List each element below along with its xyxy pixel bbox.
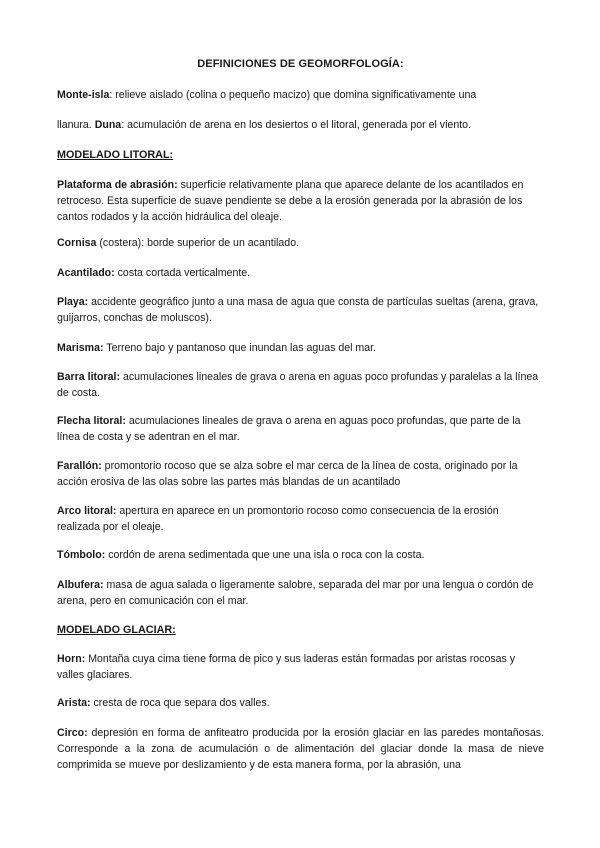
definition-text: apertura en aparece en un promontorio rocoso como consecuencia de la erosión realizada por el oleaje. [57,505,499,533]
term: Arco litoral: [57,505,117,517]
definition-arista [57,695,544,711]
term: Tómbolo: [57,549,106,561]
term: Farallón: [57,460,102,472]
definition-text: depresión en forma de anfiteatro producida por la erosión glaciar en las paredes montañosas. Corresponde a la zona de acumulación o de alimentación del glaciar donde la masa de nieve comprimida se mueve por deslizamiento y de esta manera forma, por la abrasión, una [57,727,544,771]
definition-text: (costera): borde superior de un acantilado. [96,237,300,249]
definition-playa [57,294,544,326]
definition-text: masa de agua salada o ligeramente salobre, separada del mar por una lengua o cordón de arena, pero en comunicación con el mar. [57,579,534,607]
definition-prefix: llanura. [57,119,95,131]
definition-text: superficie relativamente plana que aparece delante de los acantilados en retroceso. Esta superficie de suave pendiente se debe a la erosión generada por la abrasión de los cantos rodados y la acción hidráulica del oleaje. [57,179,524,223]
definition-marisma [57,340,544,356]
section-heading-litoral: MODELADO LITORAL: [57,149,174,161]
term: Acantilado: [57,267,115,279]
definition-text: Montaña cuya cima tiene forma de pico y sus laderas están formadas por aristas rocosas y valles glaciares. [57,653,516,681]
term: Marisma: [57,342,104,354]
definition-text: acumulaciones lineales de grava o arena en aguas poco profundas, que parte de la línea de costa y se adentran en el mar. [57,415,521,443]
term: Arista: [57,697,91,709]
definition-text: cordón de arena sedimentada que une una isla o roca con la costa. [105,549,425,561]
definition-text: promontorio rocoso que se alza sobre el mar cerca de la línea de costa, originado por la acción erosiva de las olas sobre las partes más blandas de un acantilado [57,460,518,488]
term: Monte-isla [57,89,110,101]
definition-horn [57,651,544,683]
term: Playa: [57,296,89,308]
term: Duna [94,119,122,131]
page-title: DEFINICIONES DE GEOMORFOLOGÍA: [197,58,404,70]
definition-text: acumulaciones lineales de grava o arena en aguas poco profundas y paralelas a la línea de costa. [57,371,539,399]
definition-text: costa cortada verticalmente. [114,267,251,279]
definition-flecha-litoral [57,413,544,445]
definition-text: accidente geográfico junto a una masa de agua que consta de partículas sueltas (arena, grava, guijarros, conchas de moluscos). [57,296,539,324]
term: Barra litoral: [57,371,120,383]
definition-text: Terreno bajo y pantanoso que inundan las aguas del mar. [103,342,377,354]
term: Flecha litoral: [57,415,126,427]
definition-arco-litoral [57,503,544,535]
definition-circo [57,725,544,773]
term: Plataforma de abrasión: [57,179,178,191]
term: Albufera: [57,579,104,591]
definition-text: cresta de roca que separa dos valles. [90,697,270,709]
definition-text: : relieve aislado (colina o pequeño macizo) que domina significativamente una [109,89,477,101]
definition-farallon [57,458,544,490]
definition-acantilado [57,265,544,281]
definition-barra-litoral [57,369,544,401]
term: Circo: [57,727,88,739]
definition-tombolo [57,547,544,563]
definition-albufera [57,577,544,609]
term: Cornisa [57,237,97,249]
definition-duna [57,117,544,133]
definition-text: : acumulación de arena en los desiertos o el litoral, generada por el viento. [121,119,471,131]
definition-plataforma [57,177,544,225]
definition-cornisa [57,235,544,251]
term: Horn: [57,653,86,665]
section-heading-glaciar: MODELADO GLACIAR: [57,624,176,636]
definition-monte-isla [57,87,544,103]
